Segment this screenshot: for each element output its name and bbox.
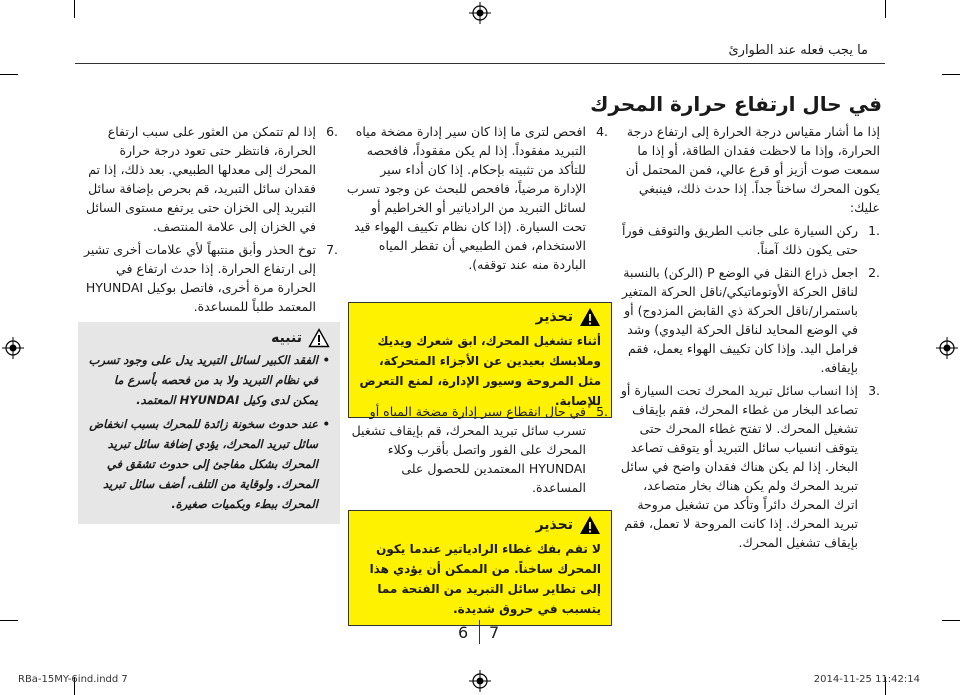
left-column (76, 122, 338, 320)
header-rule (75, 63, 885, 64)
page-number-right: 6 (458, 623, 469, 642)
page-number-left: 7 (489, 623, 500, 642)
list-item (76, 122, 338, 236)
right-column (620, 122, 880, 556)
warning-triangle-icon (579, 307, 601, 327)
warning-text: أثناء تشغيل المحرك، ابق شعرك ويديك وملابسك بعيدين عن الأجزاء المتحركة، مثل المروحة وسيور الإدارة، لمنع التعرض للإصابة. (359, 334, 601, 408)
section-title: في حال ارتفاع حرارة المحرك (590, 92, 882, 116)
item-number: .7 (326, 242, 338, 257)
item-number: .1 (868, 223, 880, 238)
middle-column (346, 122, 608, 278)
registration-mark-icon (469, 670, 491, 692)
item-number: .3 (868, 383, 880, 398)
list-item (346, 122, 608, 274)
item-number: .4 (596, 124, 608, 139)
item-text: إذا انساب سائل تبريد المحرك تحت السيارة أو تصاعد البخار من غطاء المحرك، فقم بإيقاف تشغيل المحرك. لا تفتح غطاء المحرك حتى يتوقف انسياب سائل التبريد أو يتوقف تصاعد البخار. إذا لم يكن هناك فقدان واضح في سائل تبريد المحرك ولم يكن هناك بخار متصاعد، اترك المحرك دائراً وتأكد من تشغيل مروحة تبريد المحرك. إذا كانت المروحة لا تعمل، فقم بإيقاف تشغيل المحرك. (620, 383, 858, 550)
caution-item-text: عند حدوث سخونة زائدة للمحرك بسبب انخفاض سائل تبريد المحرك، يؤدي إضافة سائل تبريد المحرك بشكل مفاجئ إلى حدوث تشقق في المحرك. ولوقاية من التلف، أضف سائل تبريد المحرك ببطء وبكميات صغيرة. (89, 417, 318, 511)
caution-item (88, 414, 330, 514)
warning-header (349, 511, 611, 537)
warning-box (348, 510, 612, 626)
footer-file: RBa-15MY-6ind.indd 7 (18, 674, 128, 685)
list-item (346, 402, 608, 497)
item-text: في حال انقطاع سير إدارة مضخة المياه أو تسرب سائل تبريد المحرك، قم بإيقاف تشغيل المحرك على الفور واتصل بأقرب وكلاء HYUNDAI المعتمدين للحصول على المساعدة. (351, 404, 586, 495)
middle-column-lower (346, 402, 608, 501)
bullet-icon: • (322, 417, 330, 431)
caution-box (78, 322, 340, 524)
item-number: .2 (868, 265, 880, 280)
caution-header (78, 322, 340, 350)
intro-paragraph: إذا ما أشار مقياس درجة الحرارة إلى ارتفاع درجة الحرارة، وإذا ما لاحظت فقدان الطاقة، أو إذا ما سمعت صوت أزيز أو قرع عالي، فمن المحتمل أن يكون المحرك ساخناً جداً. إذا حدث ذلك، فينبغي عليك: (625, 124, 880, 215)
item-text: اجعل ذراع النقل في الوضع P (الركن) بالنسبة لناقل الحركة الأوتوماتيكي/ناقل الحركة المتغير باستمرار/ناقل الحركة ذي القابض المزدوج) أو في الوضع المحايد لناقل الحركة اليدوي) وشد فرامل اليد. وإذا كان تكييف الهواء يعمل، فقم بإيقافه. (621, 265, 858, 375)
list-item (620, 381, 880, 552)
caution-triangle-icon (308, 328, 330, 348)
item-text: إذا لم تتمكن من العثور على سبب ارتفاع الحرارة، فانتظر حتى تعود درجة حرارة المحرك إلى معدلها الطبيعي. بعد ذلك، إذا تم فقدان سائل التبريد، قم بحرص بإضافة سائل التبريد إلى الخزان حتى يرتفع مستوى السائل في الخزان إلى علامة المنتصف. (86, 124, 316, 234)
crop-mark (885, 0, 886, 18)
list-item (620, 263, 880, 377)
caution-label: تنبيه (271, 330, 302, 346)
list-item (76, 240, 338, 316)
warning-box (348, 302, 612, 418)
crop-mark (942, 620, 960, 621)
warning-label: تحذير (535, 309, 573, 325)
item-text: توخ الحذر وأبق منتبهاً لأي علامات أخرى تشير إلى ارتفاع الحرارة. إذا حدث ارتفاع في الحرارة مرة أخرى، فاتصل بوكيل HYUNDAI المعتمد طلباً للمساعدة. (83, 242, 316, 314)
page-number-divider (479, 620, 480, 644)
crop-mark (0, 620, 18, 621)
item-number: .5 (596, 404, 608, 419)
warning-header (349, 303, 611, 329)
warning-triangle-icon (579, 515, 601, 535)
warning-text: لا تقم بفك غطاء الرادياتير عندما يكون المحرك ساخناً. من الممكن أن يؤدي هذا إلى تطاير سائل التبريد من الفتحة مما يتسبب في حروق شديدة. (369, 542, 601, 616)
caution-item-text: الفقد الكبير لسائل التبريد يدل على وجود تسرب في نظام التبريد ولا بد من فحصه بأسرع ما يمكن لدى وكيل HYUNDAI المعتمد. (88, 353, 318, 407)
crop-mark (74, 0, 75, 18)
crop-mark (942, 74, 960, 75)
registration-mark-icon (936, 337, 958, 359)
warning-label: تحذير (535, 517, 573, 533)
running-header: ما يجب فعله عند الطوارئ (728, 43, 868, 58)
caution-item (88, 350, 330, 410)
item-text: ركن السيارة على جانب الطريق والتوقف فوراً حتى يكون ذلك آمناً. (622, 223, 858, 257)
list-item (620, 221, 880, 259)
caution-list (78, 350, 340, 524)
crop-mark (0, 74, 18, 75)
footer-timestamp: 2014-11-25 11:42:14 (813, 674, 920, 685)
registration-mark-icon (469, 2, 491, 24)
item-text: افحص لترى ما إذا كان سير إدارة مضخة مياه التبريد مفقوداً. إذا لم يكن مفقوداً، فافحصه للتأكد من تثبيته بإحكام. إذا كان أداء سير الإدارة مرضياً، فافحص للبحث عن وجود تسرب لسائل التبريد من الرادياتير أو الخراطيم أو تحت السيارة. (إذا كان نظام تكييف الهواء قيد الاستخدام، فمن الطبيعي أن تقطر المياه الباردة منه عند توقفه). (346, 124, 586, 272)
bullet-icon: • (322, 353, 330, 367)
registration-mark-icon (2, 337, 24, 359)
item-number: .6 (326, 124, 338, 139)
